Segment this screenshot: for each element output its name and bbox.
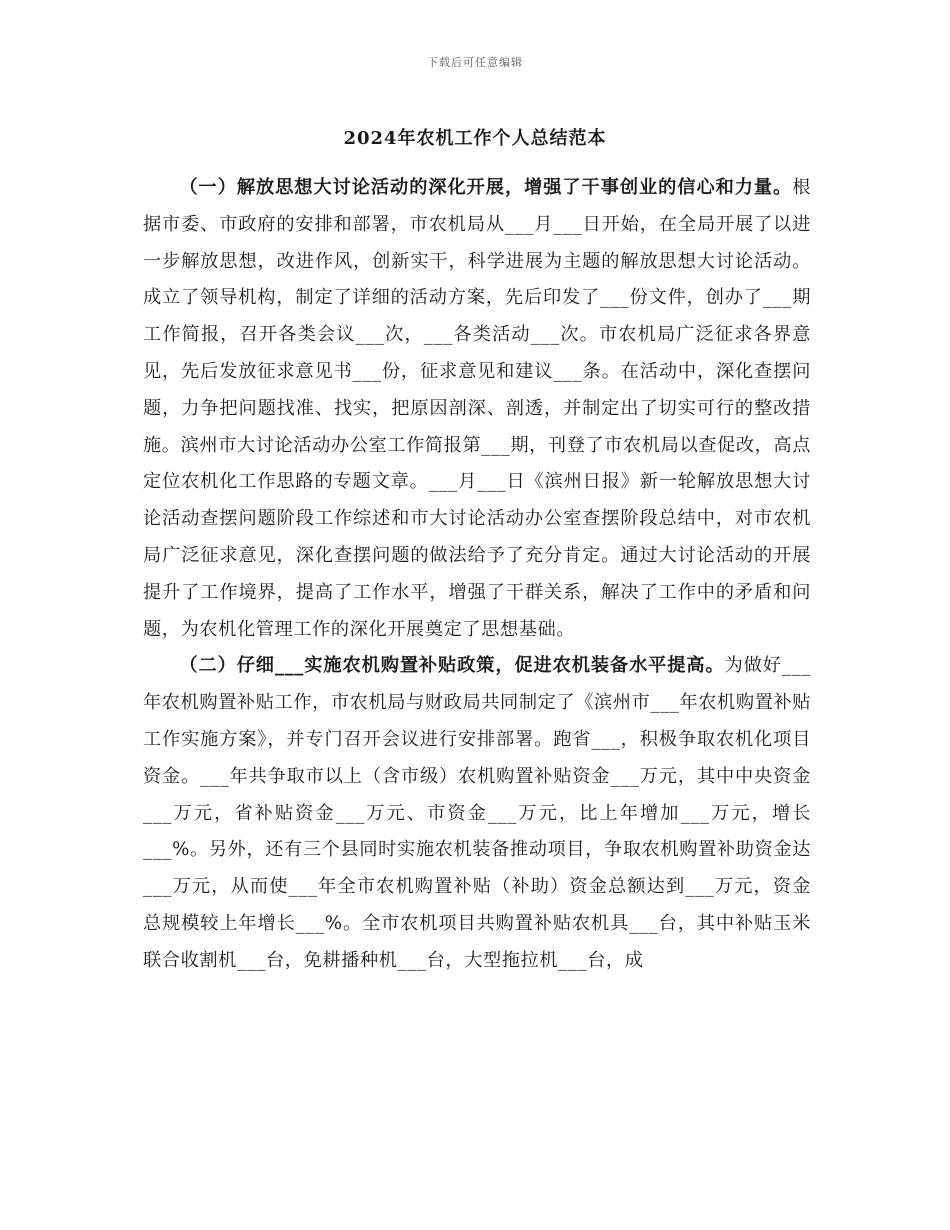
document-title: 2024年农机工作个人总结范本 [343, 128, 607, 149]
page-header: 下载后可任意编辑 [427, 56, 523, 69]
paragraph-section-2 [143, 648, 811, 979]
paragraph-section-1 [143, 170, 811, 648]
section-1-body: 根据市委、市政府的安排和部署，市农机局从___月___日开始，在全局开展了以进一步解放思想，改进作风，创新实干，科学进展为主题的解放思想大讨论活动。成立了领导机构，制定了详细的活动方案，先后印发了___份文件，创办了___期工作简报，召开各类会议___次，___各类活动___次。市农机局广泛征求各界意见，先后发放征求意见书___份，征求意见和建议___条。在活动中，深化查摆问题，力争把问题找准、找实，把原因剖深、剖透，并制定出了切实可行的整改措施。滨州市大讨论活动办公室工作简报第___期，刊登了市农机局以查促改，高点定位农机化工作思路的专题文章。___月___日《滨州日报》新一轮解放思想大讨论活动查摆问题阶段工作综述和市大讨论活动办公室查摆阶段总结中，对市农机局广泛征求意见，深化查摆问题的做法给予了充分肯定。通过大讨论活动的开展提升了工作境界，提高了工作水平，增强了干群关系，解决了工作中的矛盾和问题，为农机化管理工作的深化开展奠定了思想基础。 [143, 177, 811, 640]
section-2-heading: （二）仔细___实施农机购置补贴政策，促进农机装备水平提高。 [179, 655, 725, 677]
section-1-heading: （一）解放思想大讨论活动的深化开展，增强了干事创业的信心和力量。 [179, 177, 793, 198]
section-2-body: 为做好___年农机购置补贴工作，市农机局与财政局共同制定了《滨州市___年农机购置补贴工作实施方案》，并专门召开会议进行安排部署。跑省___，积极争取农机化项目资金。___年共争取市以上（含市级）农机购置补贴资金___万元，其中中央资金___万元，省补贴资金___万元、市资金___万元，比上年增加___万元，增长___%。另外，还有三个县同时实施农机装备推动项目，争取农机购置补助资金达___万元，从而使___年全市农机购置补贴（补助）资金总额达到___万元，资金总规模较上年增长___%。全市农机项目共购置补贴农机具___台，其中补贴玉米联合收割机___台，免耕播种机___台，大型拖拉机___台，成 [143, 655, 811, 971]
document-body [143, 170, 811, 980]
